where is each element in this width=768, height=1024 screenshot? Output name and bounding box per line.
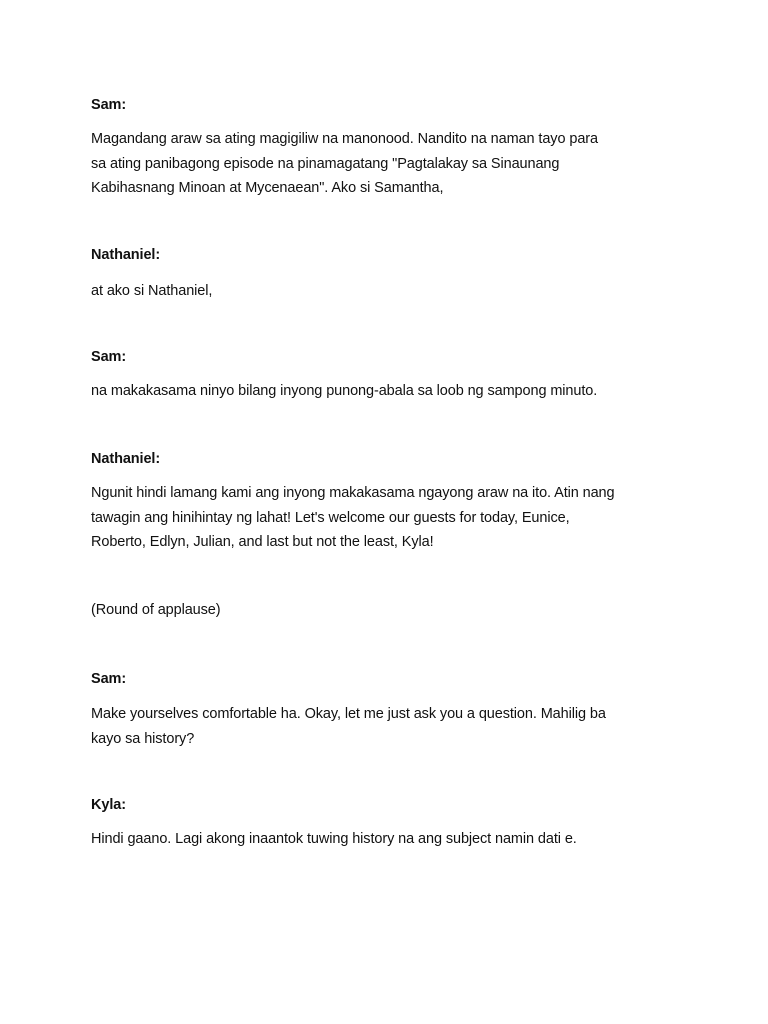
dialogue-line: kayo sa history? [91, 730, 195, 747]
dialogue-text [91, 702, 691, 751]
speaker-name: Nathaniel: [91, 451, 161, 467]
dialogue-line: Hindi gaano. Lagi akong inaantok tuwing history na ang subject namin dati e. [91, 831, 577, 847]
dialogue-text [91, 481, 691, 555]
speaker-name: Kyla: [91, 797, 126, 813]
dialogue-line: sa ating panibagong episode na pinamagatang "Pagtalakay sa Sinaunang [91, 155, 560, 172]
dialogue-line: Ngunit hindi lamang kami ang inyong makakasama ngayong araw na ito. Atin nang [91, 485, 615, 501]
dialogue-line: at ako si Nathaniel, [91, 283, 213, 299]
speaker-name: Sam: [91, 349, 127, 365]
dialogue-line: Kabihasnang Minoan at Mycenaean". Ako si Samantha, [91, 180, 444, 196]
dialogue-line: na makakasama ninyo bilang inyong punong-abala sa loob ng sampong minuto. [91, 383, 598, 399]
speaker-name: Sam: [91, 671, 127, 687]
dialogue-text [91, 827, 691, 852]
speaker-name: Sam: [91, 97, 127, 113]
dialogue-line: Magandang araw sa ating magigiliw na manonood. Nandito na naman tayo para [91, 131, 598, 147]
dialogue-line: Roberto, Edlyn, Julian, and last but not the least, Kyla! [91, 534, 434, 550]
stage-direction: (Round of applause) [91, 602, 221, 618]
dialogue-text [91, 379, 691, 404]
dialogue-text [91, 279, 691, 304]
dialogue-text [91, 127, 691, 201]
dialogue-line: tawagin ang hinihintay ng lahat! Let's welcome our guests for today, Eunice, [91, 509, 570, 526]
speaker-name: Nathaniel: [91, 247, 161, 263]
dialogue-line: Make yourselves comfortable ha. Okay, let me just ask you a question. Mahilig ba [91, 706, 606, 722]
